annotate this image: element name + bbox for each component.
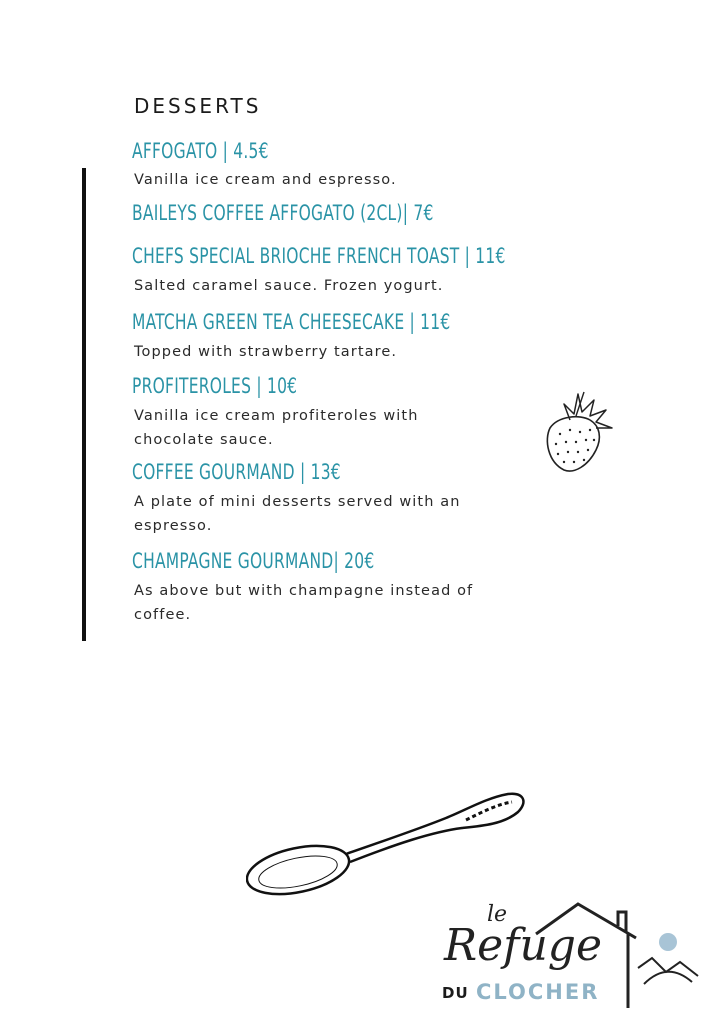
menu-item-name: COFFEE GOURMAND | 13€ — [132, 460, 341, 484]
menu-item-description: A plate of mini desserts served with an espresso. — [134, 494, 461, 534]
menu-item-description: Vanilla ice cream and espresso. — [134, 172, 397, 188]
menu-item-name: CHEFS SPECIAL BRIOCHE FRENCH TOAST | 11€ — [132, 244, 506, 268]
restaurant-logo — [440, 898, 710, 1016]
menu-item-name: BAILEYS COFFEE AFFOGATO (2CL)| 7€ — [132, 201, 434, 225]
menu-item-name: MATCHA GREEN TEA CHEESECAKE | 11€ — [132, 310, 451, 334]
menu-item-description: As above but with champagne instead of coffee. — [134, 583, 474, 623]
section-title: DESSERTS — [134, 94, 262, 118]
menu-item-name: CHAMPAGNE GOURMAND| 20€ — [132, 549, 375, 573]
menu-item-description: Salted caramel sauce. Frozen yogurt. — [134, 278, 444, 294]
strawberry-illustration — [540, 388, 616, 476]
spoon-illustration — [246, 788, 528, 900]
logo-text-du: DU — [442, 984, 469, 1002]
logo-text-le: le — [487, 902, 508, 927]
logo-text-refuge: Refuge — [444, 920, 602, 971]
menu-item-name: AFFOGATO | 4.5€ — [132, 139, 269, 163]
menu-item-description: Vanilla ice cream profiteroles with chocolate sauce. — [134, 408, 419, 448]
menu-item-description: Topped with strawberry tartare. — [134, 344, 398, 360]
menu-item-name: PROFITEROLES | 10€ — [132, 374, 298, 398]
vertical-divider — [82, 168, 86, 641]
logo-text-clocher: CLOCHER — [476, 980, 600, 1004]
